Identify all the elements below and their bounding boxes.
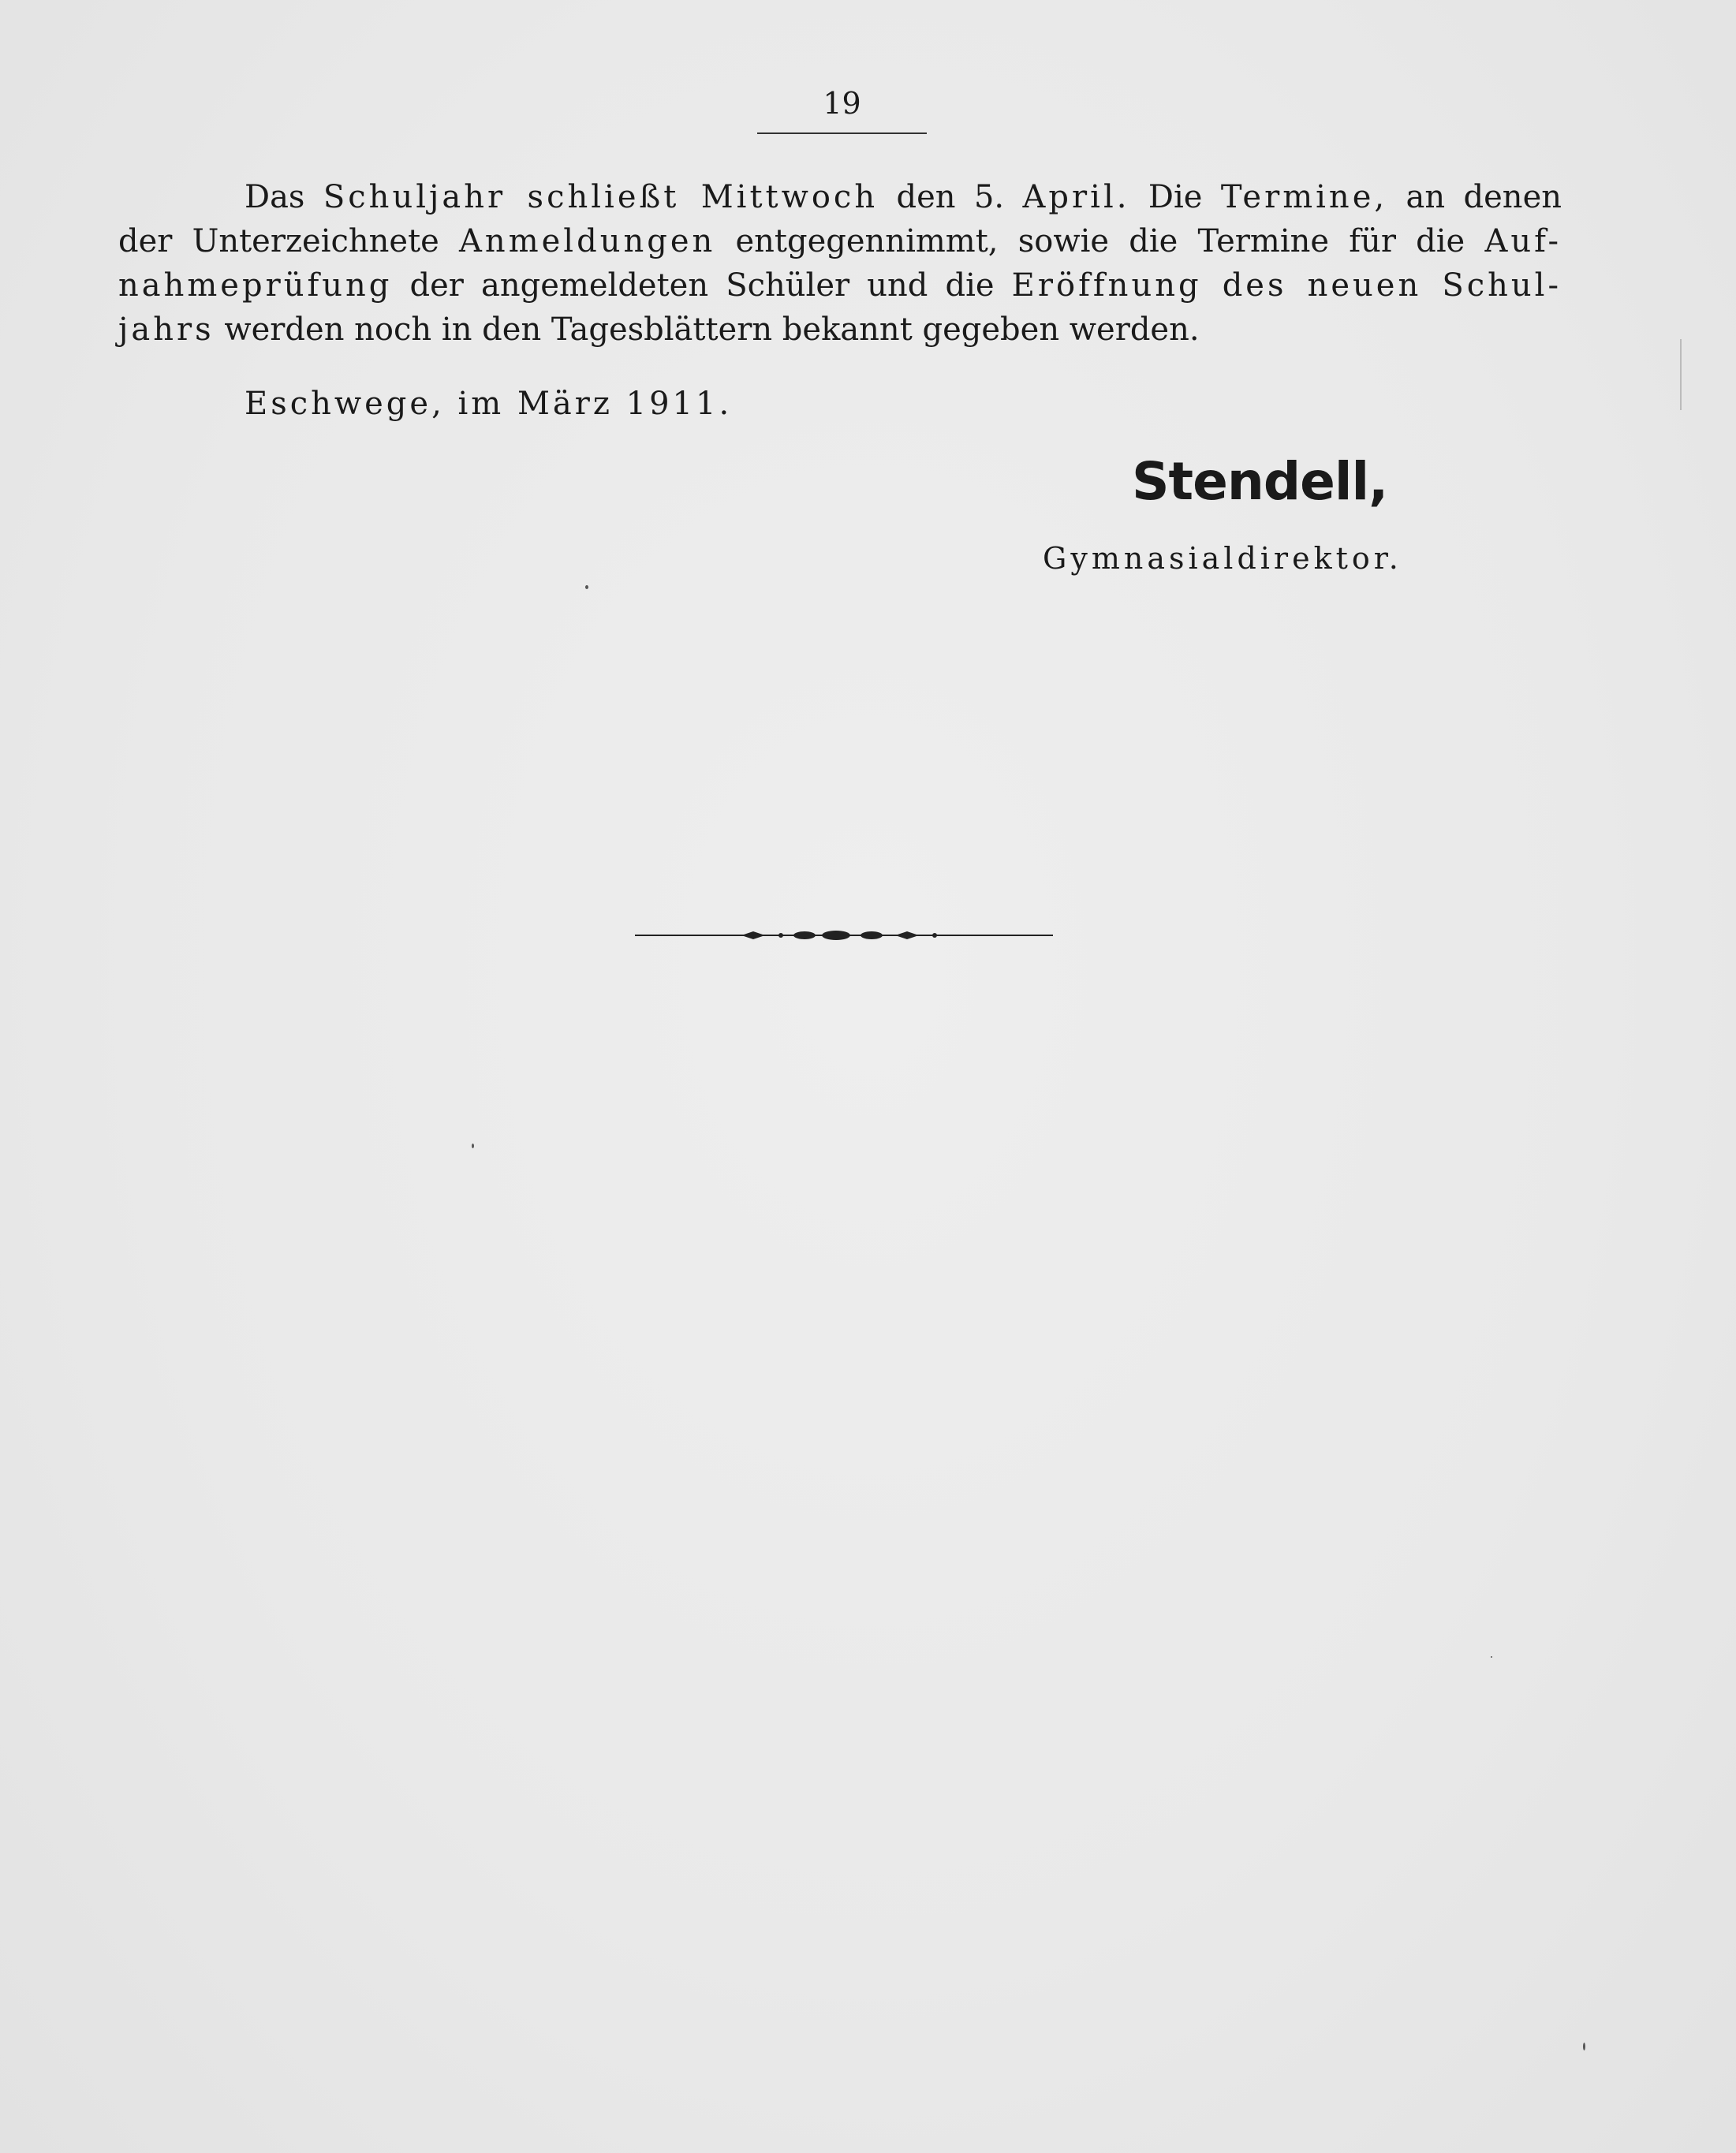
paragraph-line-1	[118, 175, 1562, 219]
text-run: werden noch in den Tagesblättern bekannt gegeben werden.	[214, 312, 1200, 348]
text-run: an denen	[1387, 179, 1562, 215]
text-run-spaced: Anmeldungen	[459, 223, 716, 259]
page-header	[757, 88, 927, 134]
decorative-divider-ornament	[635, 926, 1053, 945]
paper-speck	[1583, 2043, 1585, 2050]
text-run: der angemeldeten Schüler und die	[392, 267, 1012, 304]
closing-paragraph	[118, 175, 1562, 352]
paper-crease	[1680, 339, 1682, 410]
signature-title: Gymnasialdirektor.	[1043, 541, 1402, 576]
text-run: der Unterzeichnete	[118, 223, 460, 259]
text-run-spaced: Auf-	[1484, 223, 1562, 259]
text-run-spaced: Eröffnung des neuen Schul-	[1011, 267, 1562, 304]
paragraph-line-4	[118, 308, 1562, 352]
place-and-date: Eschwege, im März 1911.	[245, 386, 733, 422]
paper-speck	[1491, 1656, 1492, 1658]
signature-name: Stendell,	[1132, 451, 1388, 512]
text-run-spaced: jahrs	[118, 312, 215, 348]
paper-speck	[585, 585, 588, 589]
text-run-spaced: April.	[1022, 179, 1130, 215]
text-run: entgegennimmt, sowie die Termine für die	[715, 223, 1485, 259]
text-run-spaced: Termine,	[1220, 179, 1388, 215]
text-run-spaced: nahmeprüfung	[118, 267, 393, 304]
text-run: Die	[1129, 179, 1221, 215]
text-run: Das	[245, 179, 323, 215]
header-rule	[757, 132, 927, 134]
text-run: den 5.	[878, 179, 1023, 215]
text-run-spaced: Schuljahr schließt Mittwoch	[323, 179, 879, 215]
paragraph-line-3	[118, 263, 1562, 308]
paper-speck	[472, 1144, 474, 1148]
paragraph-line-2	[118, 219, 1562, 263]
page-number: 19	[823, 86, 861, 121]
